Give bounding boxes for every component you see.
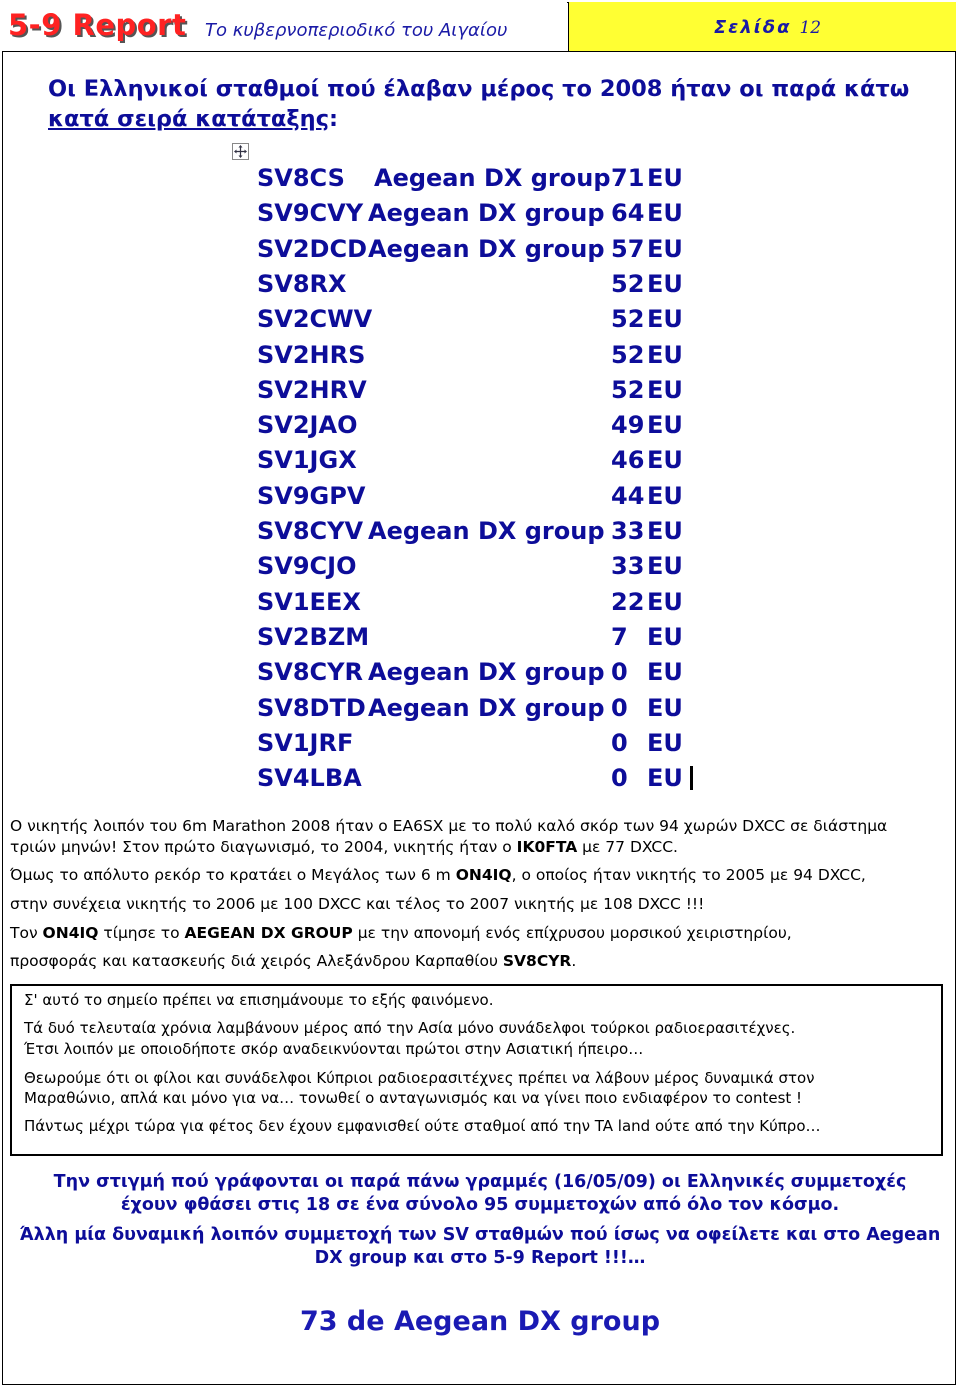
station-callsign: SV2CWV — [257, 305, 373, 334]
p3-text-e: με την απονομή ενός επίχρυσου μορσικού χειριστηρίου, — [352, 924, 792, 942]
note-line-2: Τά δυό τελευταία χρόνια λαμβάνουν μέρος από την Ασία μόνο συνάδελφοι τούρκοι ραδιοερασιτέχνες. — [24, 1019, 796, 1037]
station-score: 33 — [611, 552, 645, 581]
report-subtitle: Το κυβερνοπεριοδικό του Αιγαίου — [205, 20, 508, 41]
p1-text-a: τριών μηνών! Στον πρώτο διαγωνισμό, το 2004, νικητής ήταν ο — [10, 838, 517, 856]
station-callsign: SV2BZM — [257, 622, 370, 651]
p3-callsign: ON4IQ — [42, 924, 99, 942]
station-score: 0 — [611, 658, 628, 687]
signoff: 73 de Aegean DX group — [299, 1306, 661, 1337]
station-group: Aegean DX group — [368, 693, 605, 722]
p3-callsign-2: SV8CYR — [502, 952, 572, 970]
station-callsign: SV2HRV — [257, 375, 367, 404]
station-score: 64 — [611, 199, 645, 228]
station-group: Aegean DX group — [368, 199, 605, 228]
station-callsign: SV8CYV — [257, 517, 364, 545]
station-score: 49 — [611, 411, 645, 440]
p2-text-a: Όμως το απόλυτο ρεκόρ το κρατάει ο Μεγάλος των 6 m — [10, 866, 456, 884]
station-group: Aegean DX group — [368, 234, 605, 263]
paragraph-3-line-2 — [10, 952, 576, 970]
station-callsign: SV8RX — [257, 269, 347, 298]
station-callsign: SV8CS — [257, 164, 345, 192]
station-unit: EU — [647, 446, 683, 475]
closing-paragraph-1 — [0, 1171, 960, 1217]
p3-group-name: AEGEAN DX GROUP — [184, 924, 353, 942]
station-callsign: SV9GPV — [257, 481, 366, 510]
station-score: 52 — [611, 375, 645, 404]
page-number: 12 — [799, 18, 822, 38]
note-line-6: Πάντως μέχρι τώρα για φέτος δεν έχουν εμφανισθεί ούτε σταθμοί από την TA land ούτε από την Κύπρο… — [24, 1117, 821, 1135]
station-unit: EU — [647, 517, 683, 545]
station-unit: EU — [647, 587, 683, 616]
p3-text-2a: προσφοράς και κατασκευής διά χειρός Αλεξάνδρου Καρπαθίου — [10, 952, 503, 970]
header-left-panel — [2, 2, 567, 51]
p2-callsign: ON4IQ — [455, 866, 512, 884]
station-callsign: SV1JRF — [257, 728, 354, 757]
station-unit: EU — [647, 728, 683, 757]
p1-callsign: IK0FTA — [516, 838, 578, 856]
section-heading — [48, 74, 948, 134]
station-unit: EU — [647, 199, 683, 228]
station-unit: EU — [647, 234, 683, 263]
station-callsign: SV1EEX — [257, 587, 361, 616]
note-line-4: Θεωρούμε ότι οι φίλοι και συνάδελφοι Κύπριοι ραδιοερασιτέχνες πρέπει να λάβουν μέρος δυναμικά στον — [24, 1069, 815, 1087]
station-callsign: SV2JAO — [257, 411, 358, 440]
station-unit: EU — [647, 164, 683, 192]
heading-line-2 — [48, 104, 948, 134]
page-label — [714, 17, 821, 38]
paragraph-3-line-1 — [10, 924, 792, 942]
move-arrows-icon — [233, 144, 248, 159]
closing-2-line-2: DX group και στο 5-9 Report !!!… — [314, 1248, 646, 1268]
page-label-text: Σελίδα — [714, 17, 792, 38]
station-unit: EU — [647, 269, 683, 298]
station-score: 33 — [611, 517, 645, 545]
station-callsign: SV2HRS — [257, 340, 366, 369]
station-score: 0 — [611, 764, 628, 793]
closing-1-line-2: έχουν φθάσει στις 18 σε ένα σύνολο 95 συμμετοχών από όλο τον κόσμο. — [120, 1195, 840, 1215]
note-box — [10, 984, 943, 1156]
station-score: 22 — [611, 587, 645, 616]
note-line-5: Μαραθώνιο, απλά και μόνο για να… τονωθεί ο ανταγωνισμός και να γίνει ποιο ενδιαφέρον το contest ! — [24, 1089, 803, 1107]
p3-text-c: τίμησε το — [98, 924, 185, 942]
station-unit: EU — [647, 411, 683, 440]
station-score: 52 — [611, 340, 645, 369]
station-score: 71 — [611, 164, 645, 192]
station-callsign: SV1JGX — [257, 446, 357, 475]
station-group: Aegean DX group — [368, 658, 605, 687]
note-line-1: Σ' αυτό το σημείο πρέπει να επισημάνουμε το εξής φαινόμενο. — [24, 991, 494, 1009]
station-callsign: SV9CJO — [257, 552, 357, 581]
station-score: 0 — [611, 728, 628, 757]
station-callsign: SV2DCD — [257, 234, 368, 263]
table-move-handle-icon[interactable] — [232, 143, 249, 160]
page-header — [2, 2, 956, 52]
station-unit: EU — [647, 622, 683, 651]
report-title: 5-9 Report — [8, 8, 187, 42]
station-score: 7 — [611, 622, 628, 651]
station-group: Aegean DX group — [368, 517, 605, 545]
station-score: 52 — [611, 305, 645, 334]
p3-text-2c: . — [571, 952, 577, 970]
paragraph-2-line-1 — [10, 866, 866, 884]
station-score: 46 — [611, 446, 645, 475]
p1-text-c: με 77 DXCC. — [577, 838, 678, 856]
header-page-panel — [568, 2, 956, 51]
heading-colon: : — [329, 106, 339, 132]
station-unit: EU — [647, 693, 683, 722]
station-score: 0 — [611, 693, 628, 722]
station-callsign: SV4LBA — [257, 764, 362, 793]
station-unit: EU — [647, 764, 683, 793]
closing-1-line-1: Την στιγμή πού γράφονται οι παρά πάνω γραμμές (16/05/09) οι Ελληνικές συμμετοχές — [53, 1172, 907, 1192]
p2-text-c: , ο οποίος ήταν νικητής το 2005 με 94 DXCC, — [511, 866, 866, 884]
paragraph-1-line-2 — [10, 838, 678, 856]
paragraph-2-line-2: στην συνέχεια νικητής το 2006 με 100 DXCC και τέλος το 2007 νικητής με 108 DXCC !!! — [10, 895, 705, 913]
station-score: 52 — [611, 269, 645, 298]
station-callsign: SV9CVY — [257, 199, 364, 228]
closing-2-line-1: Άλλη μία δυναμική λοιπόν συμμετοχή των SV σταθμών πού ίσως να οφείλετε και στο Aegean — [19, 1225, 941, 1245]
station-unit: EU — [647, 481, 683, 510]
paragraph-1-line-1: Ο νικητής λοιπόν του 6m Marathon 2008 ήταν ο EA6SX με το πολύ καλό σκόρ των 94 χωρών DXCC σε διάστημα — [10, 817, 888, 835]
station-callsign: SV8DTD — [257, 693, 366, 722]
station-score: 57 — [611, 234, 645, 263]
station-group: Aegean DX group — [374, 164, 611, 192]
station-callsign: SV8CYR — [257, 658, 364, 687]
closing-paragraph-2 — [0, 1224, 960, 1270]
heading-line-1: Οι Ελληνικοί σταθμοί πού έλαβαν μέρος το 2008 ήταν οι παρά κάτω — [48, 76, 910, 102]
p3-text-a: Τον — [10, 924, 43, 942]
station-score: 44 — [611, 481, 645, 510]
station-unit: EU — [647, 340, 683, 369]
station-unit: EU — [647, 305, 683, 334]
station-unit: EU — [647, 375, 683, 404]
text-cursor — [690, 766, 693, 790]
note-line-3: Έτσι λοιπόν με οποιοδήποτε σκόρ αναδεικνύονται πρώτοι στην Ασιατική ήπειρο… — [24, 1040, 644, 1058]
heading-underlined: κατά σειρά κατάταξης — [48, 106, 330, 132]
station-unit: EU — [647, 658, 683, 687]
station-unit: EU — [647, 552, 683, 581]
